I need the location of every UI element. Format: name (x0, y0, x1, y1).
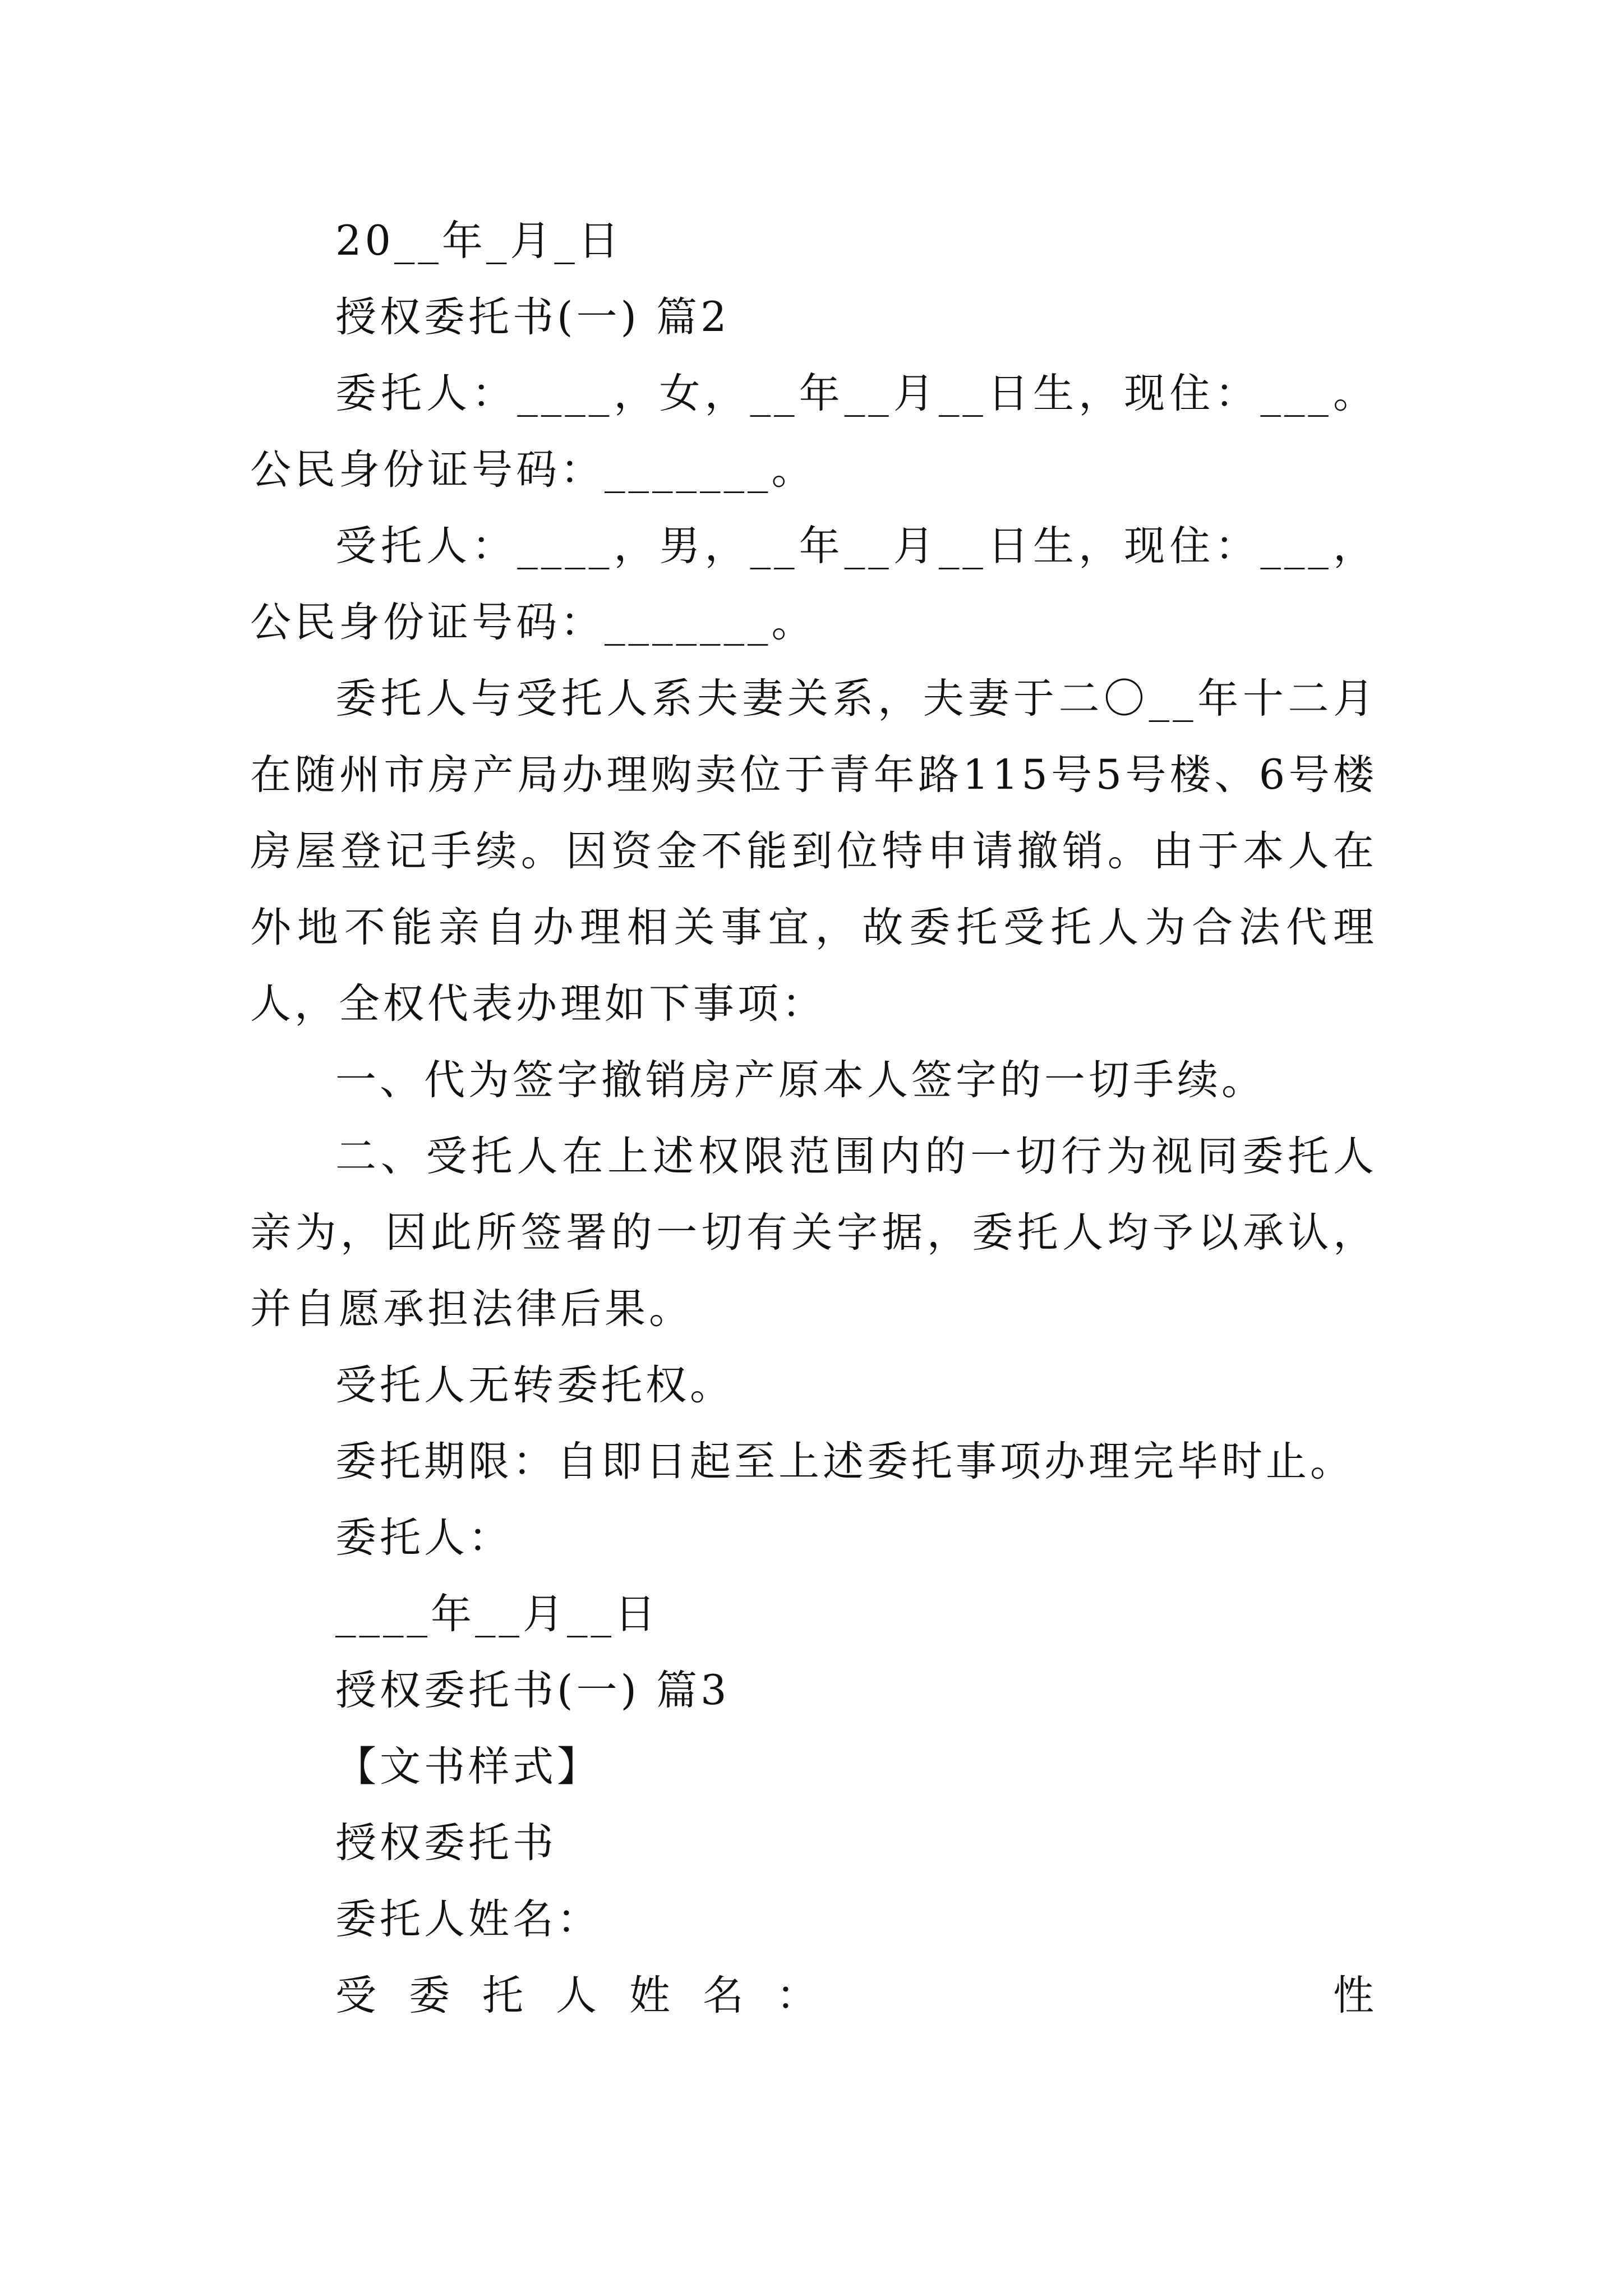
format-label: 【文书样式】 (335, 1743, 601, 1791)
label-char: 人 (556, 1972, 600, 2019)
label-char: 姓 (629, 1972, 674, 2019)
label-char: 名 (703, 1972, 747, 2019)
label-char: 受 (335, 1972, 380, 2019)
agent-info-paragraph: 受托人：____，男，__年__月__日生，现住：___，公民身份证号码：_______。 (250, 522, 1377, 646)
term-clause: 委托期限：自即日起至上述委托事项办理完毕时止。 (335, 1438, 1354, 1485)
authorized-item-2: 二、受托人在上述权限范围内的一切行为视同委托人亲为，因此所签署的一切有关字据，委托人均予以承认，并自愿承担法律后果。 (250, 1133, 1377, 1333)
section-heading: 授权委托书(一) 篇2 (335, 293, 730, 341)
principal-info-paragraph: 委托人：____，女，__年__月__日生，现住：___。公民身份证号码：_______。 (250, 370, 1377, 494)
agent-name-label (335, 1958, 850, 2034)
relationship-paragraph: 委托人与受托人系夫妻关系，夫妻于二〇__年十二月在随州市房产局办理购卖位于青年路115号5号楼、6号楼房屋登记手续。因资金不能到位特申请撤销。由于本人在外地不能亲自办理相关事宜，故委托受托人为合法代理人，全权代表办理如下事项： (250, 675, 1377, 1028)
label-char: 托 (482, 1972, 527, 2019)
principal-name-field: 委托人姓名： (335, 1895, 601, 1943)
label-char: 委 (409, 1972, 453, 2019)
gender-field-start: 性 (1333, 1972, 1377, 2019)
agent-name-field (250, 1958, 1377, 2034)
form-title: 授权委托书 (335, 1819, 557, 1867)
date-line: 20__年_月_日 (335, 217, 623, 265)
document-body (250, 203, 1377, 2034)
no-transfer-clause: 受托人无转委托权。 (335, 1361, 734, 1409)
authorized-item-1: 一、代为签字撤销房产原本人签字的一切手续。 (335, 1056, 1266, 1104)
principal-signature-label: 委托人： (335, 1514, 513, 1562)
section-heading: 授权委托书(一) 篇3 (335, 1667, 730, 1714)
label-char: ： (776, 1972, 820, 2019)
signature-date-line: ____年__月__日 (335, 1590, 659, 1638)
